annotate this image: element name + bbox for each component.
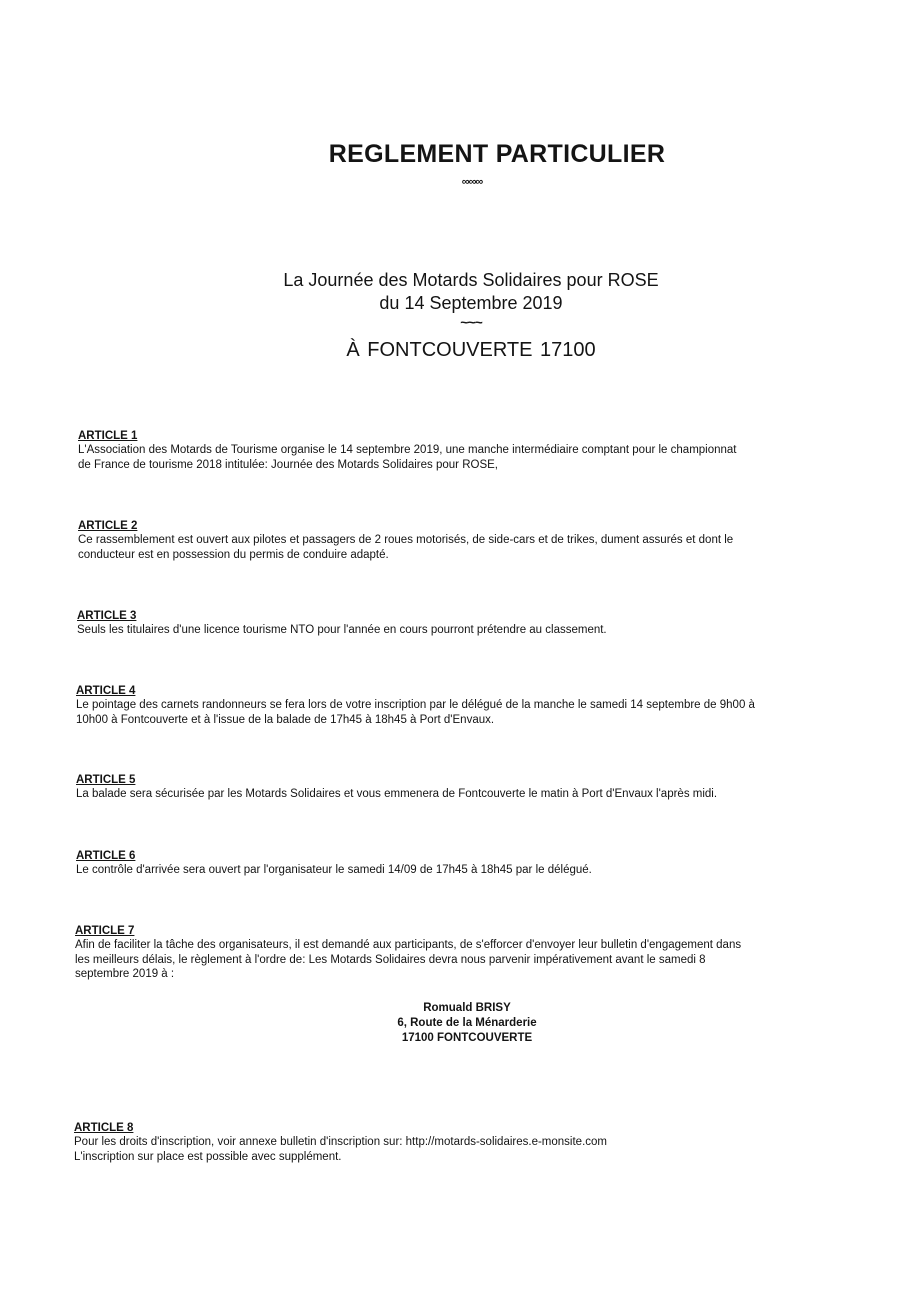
event-date: du 14 Septembre 2019: [379, 293, 563, 313]
article-line: septembre 2019 à :: [75, 968, 175, 980]
article-line: de France de tourisme 2018 intitulée: Journée des Motards Solidaires pour ROSE,: [78, 458, 498, 471]
article-line: Pour les droits d'inscription, voir annexe bulletin d'inscription sur: http://motards-solidaires.e-monsite.com: [74, 1136, 607, 1148]
article-heading: ARTICLE 7: [75, 925, 135, 937]
article-line: Afin de faciliter la tâche des organisateurs, il est demandé aux participants, de s'efforcer d'envoyer leur bulletin d'engagement dans: [75, 939, 742, 951]
article-line: L'inscription sur place est possible avec supplément.: [74, 1150, 342, 1163]
title-ornament: ∞∞∞: [461, 176, 483, 188]
address-city: 17100 FONTCOUVERTE: [401, 1032, 533, 1044]
article-4: [76, 684, 866, 727]
address-street: 6, Route de la Ménarderie: [397, 1017, 537, 1029]
article-heading: ARTICLE 6: [76, 850, 136, 862]
article-heading: ARTICLE 5: [76, 774, 136, 786]
article-6: [76, 849, 866, 878]
article-line: Ce rassemblement est ouvert aux pilotes et passagers de 2 roues motorisés, de side-cars et de trikes, dument assurés et dont le: [78, 534, 734, 546]
article-8: [74, 1121, 864, 1164]
article-heading: ARTICLE 4: [76, 685, 136, 697]
address-name: Romuald BRISY: [423, 1002, 511, 1014]
mailing-address: [0, 1001, 919, 1046]
article-line: La balade sera sécurisée par les Motards Solidaires et vous emmenera de Fontcouverte le matin à Port d'Envaux l'après midi.: [76, 788, 718, 800]
article-line: conducteur est en possession du permis de conduire adapté.: [78, 548, 389, 561]
article-line: Le pointage des carnets randonneurs se fera lors de votre inscription par le délégué de la manche le samedi 14 septembre de 9h00 à: [76, 699, 755, 711]
subtitle-separator: ~~~: [460, 314, 482, 330]
article-heading: ARTICLE 3: [77, 610, 137, 622]
article-heading: ARTICLE 2: [78, 520, 138, 532]
article-5: [76, 773, 866, 802]
document-title: REGLEMENT PARTICULIER: [328, 140, 666, 168]
event-location: À FONTCOUVERTE 17100: [346, 339, 596, 361]
article-heading: ARTICLE 8: [74, 1122, 134, 1134]
article-3: [77, 609, 867, 638]
article-heading: ARTICLE 1: [78, 430, 138, 442]
article-line: Seuls les titulaires d'une licence tourisme NTO pour l'année en cours pourront prétendre au classement.: [77, 624, 607, 636]
article-line: 10h00 à Fontcouverte et à l'issue de la balade de 17h45 à 18h45 à Port d'Envaux.: [76, 713, 495, 726]
article-line: L'Association des Motards de Tourisme organise le 14 septembre 2019, une manche intermédiaire comptant pour le championnat: [78, 444, 737, 456]
event-name: La Journée des Motards Solidaires pour ROSE: [283, 270, 659, 290]
article-line: les meilleurs délais, le règlement à l'ordre de: Les Motards Solidaires devra nous parvenir impérativement avant le samedi 8: [75, 953, 706, 966]
article-7: [75, 924, 865, 982]
article-1: [78, 429, 868, 472]
article-2: [78, 519, 868, 562]
article-line: Le contrôle d'arrivée sera ouvert par l'organisateur le samedi 14/09 de 17h45 à 18h45 par le délégué.: [76, 864, 592, 876]
